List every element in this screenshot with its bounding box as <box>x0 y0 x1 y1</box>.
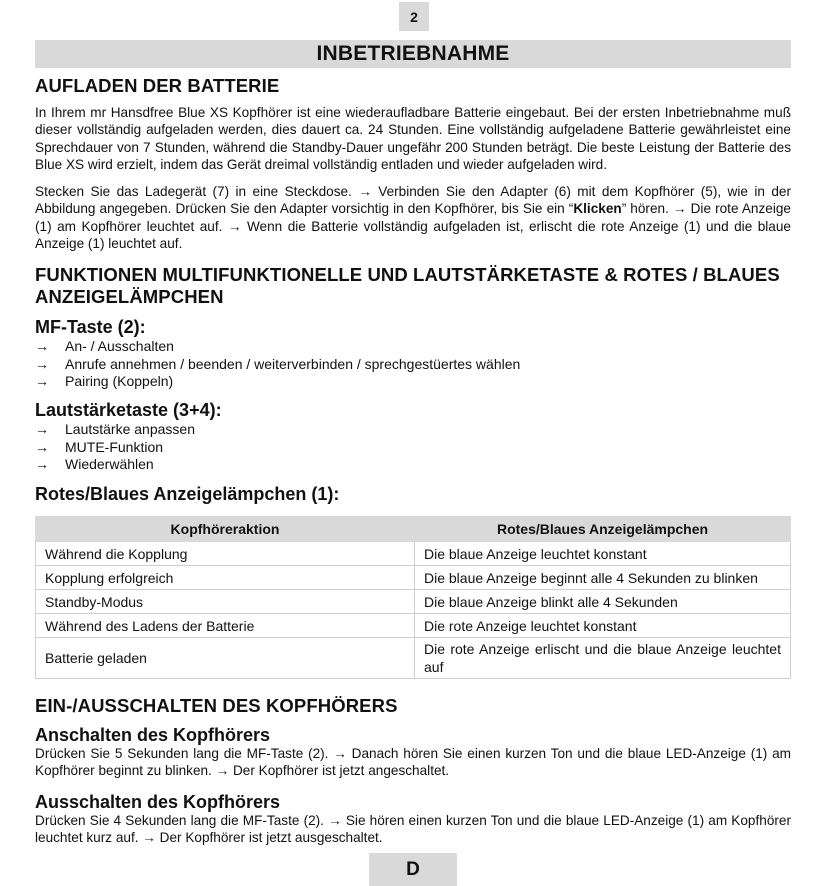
charging-paragraph-1: In Ihrem mr Hansdfree Blue XS Kopfhörer ist eine wiederaufladbare Batterie eingebaut. Bei der ersten Inbetriebnahme muß dieser vollständig aufgeladen werden, dies dauert ca. 24 Stunden. Eine vollständig aufgeladene Batterie gewährleistet eine Sprechdauer von 7 Stunden, während die Standby-Dauer ungefähr 200 Stunden beträgt. Die beste Leistung der Batterie des Blue XS wird erzielt, indem das Gerät dreimal vollständig entladen und wieder aufgeladen wird. <box>35 105 791 173</box>
list-item: → An- / Ausschalten <box>35 338 174 354</box>
table-cell: Während des Ladens der Batterie <box>36 614 415 638</box>
mf-button-heading: MF-Taste (2): <box>35 317 146 337</box>
table-header-indicator: Rotes/Blaues Anzeigelämpchen <box>415 517 791 542</box>
table-row <box>36 614 791 638</box>
table-row <box>36 542 791 566</box>
table-cell: Batterie geladen <box>36 638 415 679</box>
table-cell: Die blaue Anzeige beginnt alle 4 Sekunden zu blinken <box>415 566 791 590</box>
table-cell: Kopplung erfolgreich <box>36 566 415 590</box>
table-cell: Die rote Anzeige leuchtet konstant <box>415 614 791 638</box>
power-off-heading: Ausschalten des Kopfhörers <box>35 792 281 812</box>
table-header-action: Kopfhöreraktion <box>36 517 415 542</box>
table-cell: Die blaue Anzeige blinkt alle 4 Sekunden <box>415 590 791 614</box>
mf-button-list <box>35 338 791 391</box>
arrow-icon: → <box>35 421 49 437</box>
power-on-heading: Anschalten des Kopfhörers <box>35 725 271 745</box>
arrow-icon: → <box>35 338 49 354</box>
arrow-icon: → <box>35 373 49 390</box>
page-number: 2 <box>399 2 429 31</box>
table-row <box>36 638 791 679</box>
list-item: → Wiederwählen <box>35 456 154 473</box>
table-cell: Während die Kopplung <box>36 542 415 566</box>
charging-paragraph-2-bold: Klicken <box>573 201 622 217</box>
list-item: → Pairing (Koppeln) <box>35 373 174 390</box>
table-row <box>36 566 791 590</box>
charging-paragraph-2 <box>35 183 791 253</box>
arrow-icon: → <box>35 438 49 455</box>
indicator-table <box>35 516 791 679</box>
language-tab: D <box>369 853 457 886</box>
charging-paragraph-2-part-b: ” hören. → Die rote Anzeige (1) am Kopfhörer leuchtet auf. → Wenn die Batterie vollständig aufgeladen ist, erlischt die rote Anzeige (1) und die blaue Anzeige (1) leuchtet auf. <box>35 201 791 252</box>
list-item: → Anrufe annehmen / beenden / weiterverbinden / sprechgestüertes wählen <box>35 355 521 372</box>
page-title: INBETRIEBNAHME <box>35 40 791 68</box>
table-row <box>36 590 791 614</box>
functions-heading-line-2: ANZEIGELÄMPCHEN <box>35 286 224 307</box>
list-item: → Lautstärke anpassen <box>35 421 195 437</box>
table-cell: Die blaue Anzeige leuchtet konstant <box>415 542 791 566</box>
power-on-text: Drücken Sie 5 Sekunden lang die MF-Taste (2). → Danach hören Sie einen kurzen Ton und die blaue LED-Anzeige (1) am Kopfhörer beginnt zu blinken. → Der Kopfhörer ist jetzt angeschaltet. <box>35 746 791 779</box>
charging-heading: AUFLADEN DER BATTERIE <box>35 75 280 96</box>
functions-heading-line-1: FUNKTIONEN MULTIFUNKTIONELLE UND LAUTSTÄRKETASTE & ROTES / BLAUES <box>35 264 780 285</box>
table-header-row <box>36 517 791 542</box>
volume-button-heading: Lautstärketaste (3+4): <box>35 400 222 420</box>
arrow-icon: → <box>35 355 49 372</box>
table-cell: Die rote Anzeige erlischt und die blaue Anzeige leuchtet auf <box>415 638 791 679</box>
power-off-text: Drücken Sie 4 Sekunden lang die MF-Taste (2). → Sie hören einen kurzen Ton und die blaue LED-Anzeige (1) am Kopfhörer leuchtet kurz auf. → Der Kopfhörer ist jetzt ausgeschaltet. <box>35 813 791 846</box>
arrow-icon: → <box>35 456 49 473</box>
volume-button-list <box>35 421 791 474</box>
indicator-heading: Rotes/Blaues Anzeigelämpchen (1): <box>35 484 340 504</box>
power-heading: EIN-/AUSSCHALTEN DES KOPFHÖRERS <box>35 695 398 716</box>
charging-paragraph-2-part-a: Stecken Sie das Ladegerät (7) in eine Steckdose. → Verbinden Sie den Adapter (6) mit dem Kopfhörer (5), wie in der Abbildung angegeben. Drücken Sie den Adapter vorsichtig in den Kopfhörer, bis Sie ein “ <box>35 184 791 217</box>
list-item: → MUTE-Funktion <box>35 438 164 455</box>
table-cell: Standby-Modus <box>36 590 415 614</box>
